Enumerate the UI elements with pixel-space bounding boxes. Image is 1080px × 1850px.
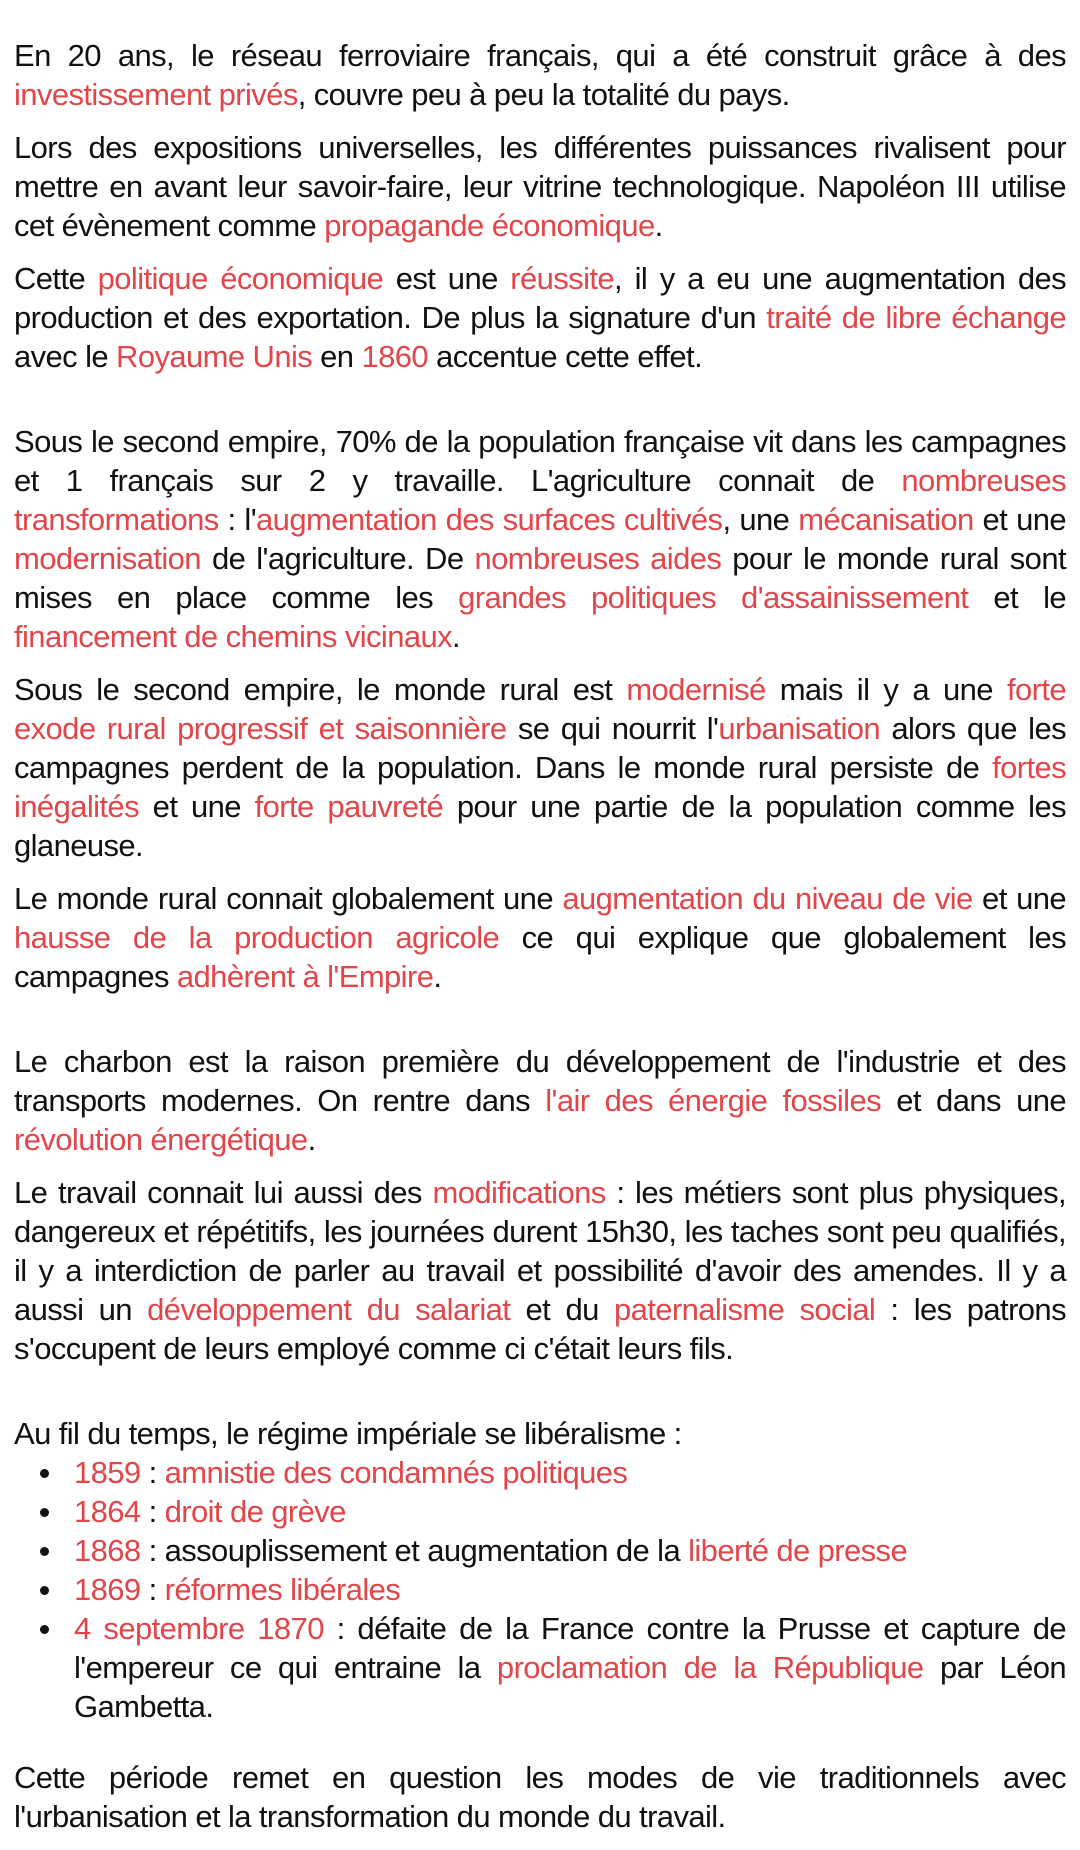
list-item	[14, 1492, 1066, 1531]
text-run: :	[140, 1494, 165, 1529]
text-run: , une	[722, 502, 799, 537]
highlighted-text: hausse de la production agricole	[14, 920, 500, 955]
paragraph-railway	[14, 36, 1066, 114]
highlighted-text: paternalisme social	[613, 1292, 876, 1327]
highlighted-text: liberté de presse	[688, 1533, 908, 1568]
text-run: de l'agriculture. De	[200, 541, 475, 576]
text-run: ce qui explique que globalement les campagnes	[14, 920, 1066, 994]
section-gap	[14, 1010, 1066, 1042]
highlighted-text: nombreuses aides	[474, 541, 722, 576]
text-run: .	[433, 959, 442, 994]
highlighted-text: réussite	[510, 261, 615, 296]
highlighted-text: proclamation de la République	[496, 1650, 924, 1685]
text-run: .	[307, 1122, 316, 1157]
text-run: alors que les campagnes perdent de la population. Dans le monde rural persiste de	[14, 711, 1067, 785]
highlighted-text: l'air des énergie fossiles	[545, 1083, 882, 1118]
highlighted-text: 1868	[74, 1533, 141, 1568]
bullet-icon	[40, 1508, 49, 1517]
text-run: : assouplissement et augmentation de la	[140, 1533, 689, 1568]
highlighted-text: modernisé	[626, 672, 766, 707]
bullet-icon	[40, 1469, 49, 1478]
text-run: Sous le second empire, le monde rural est	[14, 672, 627, 707]
highlighted-text: 1860	[361, 339, 429, 374]
highlighted-text: 1869	[74, 1572, 141, 1607]
paragraph-liberalisation-intro	[14, 1414, 1066, 1453]
text-run: : défaite de la France contre la Prusse et capture de l'empereur ce qui entraine la	[74, 1611, 1066, 1685]
text-run: est une	[383, 261, 511, 296]
text-run: et le	[968, 580, 1066, 615]
text-run: : les patrons s'occupent de leurs employé comme ci c'était leurs fils.	[14, 1292, 1066, 1366]
text-run: pour une partie de la population comme les glaneuse.	[14, 789, 1066, 863]
paragraph-rural-world	[14, 670, 1066, 865]
highlighted-text: financement de chemins vicinaux	[14, 619, 453, 654]
text-run: Lors des expositions universelles, les différentes puissances rivalisent pour mettre en avant leur savoir-faire, leur vitrine technologique. Napoléon III utilise cet évènement comme	[14, 130, 1066, 243]
section-gap	[14, 390, 1066, 422]
text-run: Cette	[14, 261, 98, 296]
highlighted-text: augmentation des surfaces cultivés	[256, 502, 723, 537]
text-run: : les métiers sont plus physiques, dangereux et répétitifs, les journées durent 15h30, les taches sont peu qualifiés, il y a interdiction de parler au travail et possibilité d'avoir des amendes. Il y a aussi un	[14, 1175, 1066, 1327]
highlighted-text: forte pauvreté	[254, 789, 444, 824]
highlighted-text: développement du salariat	[147, 1292, 511, 1327]
section-gap	[14, 1382, 1066, 1414]
bullet-icon	[40, 1547, 49, 1556]
text-run: Au fil du temps, le régime impériale se libéralisme :	[14, 1416, 682, 1451]
list-item	[14, 1531, 1066, 1570]
highlighted-text: nombreuses transformations	[14, 463, 1066, 537]
text-run: pour le monde rural sont mises en place comme les	[14, 541, 1066, 615]
text-run: .	[452, 619, 461, 654]
text-run: Le charbon est la raison première du développement de l'industrie et des transports modernes. On rentre dans	[14, 1044, 1066, 1118]
highlighted-text: révolution énergétique	[14, 1122, 308, 1157]
text-run: : l'	[218, 502, 257, 537]
text-run: :	[140, 1572, 165, 1607]
paragraph-rural-living-standard	[14, 879, 1066, 996]
text-run: Sous le second empire, 70% de la population française vit dans les campagnes et 1 français sur 2 y travaille. L'agriculture connait de	[14, 424, 1066, 498]
paragraph-universal-exhibitions	[14, 128, 1066, 245]
text-run: et une	[972, 881, 1067, 916]
bullet-icon	[40, 1625, 49, 1634]
list-item	[14, 1570, 1066, 1609]
highlighted-text: urbanisation	[718, 711, 881, 746]
highlighted-text: augmentation du niveau de vie	[562, 881, 973, 916]
highlighted-text: grandes politiques d'assainissement	[458, 580, 969, 615]
text-run: mais il y a une	[765, 672, 1007, 707]
list-item	[14, 1609, 1066, 1726]
highlighted-text: politique économique	[97, 261, 384, 296]
text-run: , il y a eu une augmentation des production et des exportation. De plus la signature d'un	[14, 261, 1067, 335]
text-run: En 20 ans, le réseau ferroviaire français, qui a été construit grâce à des	[14, 38, 1066, 73]
section-gap	[14, 1740, 1066, 1758]
highlighted-text: Royaume Unis	[116, 339, 313, 374]
highlighted-text: investissement privés	[14, 77, 298, 112]
text-run: avec le	[14, 339, 117, 374]
highlighted-text: amnistie des condamnés politiques	[164, 1455, 628, 1490]
text-run: et dans une	[881, 1083, 1066, 1118]
highlighted-text: fortes inégalités	[14, 750, 1066, 824]
highlighted-text: droit de grève	[164, 1494, 346, 1529]
highlighted-text: modifications	[432, 1175, 606, 1210]
highlighted-text: forte exode rural progressif et saisonnière	[14, 672, 1067, 746]
liberalisation-timeline-list	[14, 1453, 1066, 1726]
text-run: :	[140, 1455, 165, 1490]
highlighted-text: 1864	[74, 1494, 141, 1529]
highlighted-text: adhèrent à l'Empire	[176, 959, 434, 994]
bullet-icon	[40, 1586, 49, 1595]
text-run: Le travail connait lui aussi des	[14, 1175, 433, 1210]
highlighted-text: mécanisation	[798, 502, 974, 537]
paragraph-conclusion	[14, 1758, 1066, 1836]
text-run: se qui nourrit l'	[506, 711, 719, 746]
text-run: et du	[510, 1292, 614, 1327]
highlighted-text: 4 septembre 1870	[74, 1611, 324, 1646]
text-run: et une	[973, 502, 1067, 537]
text-run: Le monde rural connait globalement une	[14, 881, 563, 916]
text-run: .	[654, 208, 663, 243]
highlighted-text: modernisation	[14, 541, 201, 576]
highlighted-text: propagande économique	[324, 208, 655, 243]
text-run: accentue cette effet.	[428, 339, 703, 374]
document-page	[14, 36, 1066, 1850]
text-run: , couvre peu à peu la totalité du pays.	[297, 77, 790, 112]
paragraph-work	[14, 1173, 1066, 1368]
paragraph-agriculture	[14, 422, 1066, 656]
text-run: Cette période remet en question les modes de vie traditionnels avec l'urbanisation et la transformation du monde du travail.	[14, 1760, 1066, 1834]
highlighted-text: traité de libre échange	[766, 300, 1066, 335]
paragraph-economic-policy	[14, 259, 1066, 376]
text-run: par Léon Gambetta.	[74, 1650, 1066, 1724]
highlighted-text: réformes libérales	[164, 1572, 401, 1607]
highlighted-text: 1859	[74, 1455, 141, 1490]
text-run: et une	[138, 789, 255, 824]
paragraph-coal	[14, 1042, 1066, 1159]
text-run: en	[312, 339, 362, 374]
list-item	[14, 1453, 1066, 1492]
